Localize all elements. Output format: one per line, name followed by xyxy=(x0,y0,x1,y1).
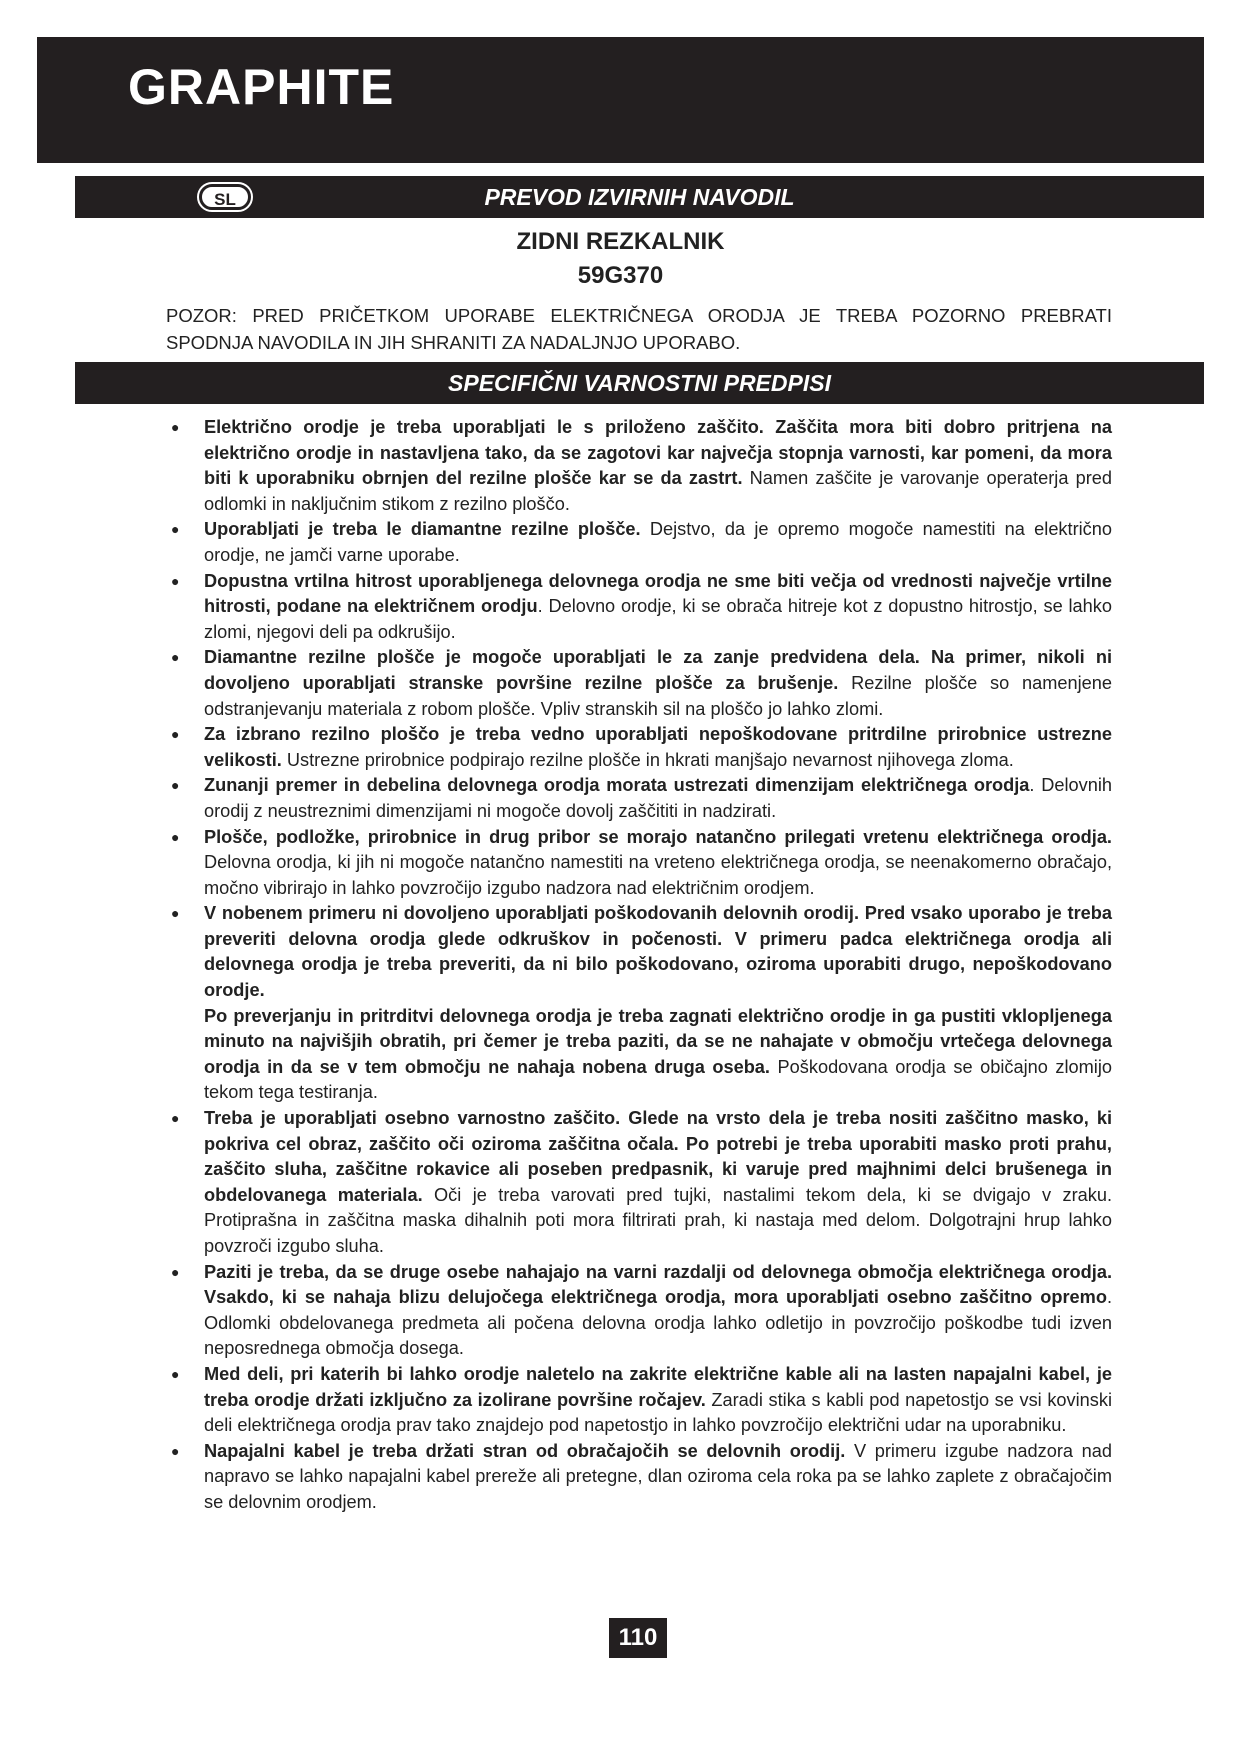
rule-plain-text: Dejstvo, da je opremo mogoče namestiti na električno orodje, ne jamči varne uporabe. xyxy=(204,519,1112,565)
section-title-translation: PREVOD IZVIRNIH NAVODIL xyxy=(484,184,795,210)
section-header-safety xyxy=(75,362,1204,404)
model-number: 59G370 xyxy=(577,262,664,289)
bullet-icon: ● xyxy=(171,828,180,845)
rule-bold-text: Plošče, podložke, prirobnice in drug pribor se morajo natančno prilegati vretenu električnega orodja. xyxy=(204,826,1112,847)
bullet-icon: ● xyxy=(171,1110,180,1127)
rule-extra-paragraph xyxy=(204,1004,1112,1106)
bullet-icon: ● xyxy=(171,905,180,922)
safety-rule xyxy=(166,415,1112,517)
safety-rule xyxy=(166,825,1112,902)
rule-plain-text: Poškodovana orodja se običajno zlomijo tekom tega testiranja. xyxy=(204,1056,1112,1103)
safety-rule xyxy=(166,517,1112,568)
bullet-icon: ● xyxy=(171,572,180,589)
safety-rule xyxy=(166,722,1112,773)
rule-bold-text: Dopustna vrtilna hitrost uporabljenega delovnega orodja ne sme biti večja od vrednosti največje vrtilne hitrosti, podane na električnem orodju xyxy=(204,570,1112,617)
bullet-icon: ● xyxy=(171,649,180,666)
graphite-logo: GRAPHITE xyxy=(128,59,395,115)
rule-plain-text: V primeru izgube nadzora nad napravo se lahko napajalni kabel prereže ali pretegne, dlan oziroma cela roka pa se lahko zaplete z obračajočim se delovnim orodjem. xyxy=(204,1440,1112,1512)
product-name: ZIDNI REZKALNIK xyxy=(516,228,725,255)
rule-bold-text: Med deli, pri katerih bi lahko orodje naletelo na zakrite električne kable ali na lasten napajalni kabel, je treba orodje držati izključno za izolirane površine ročajev. xyxy=(204,1363,1112,1410)
safety-rule xyxy=(166,1260,1112,1362)
warning-text: POZOR: PRED PRIČETKOM UPORABE ELEKTRIČNEGA ORODJA JE TREBA POZORNO PREBRATI SPODNJA NAVODILA IN JIH SHRANITI ZA NADALJNJO UPORABO. xyxy=(166,305,1112,353)
safety-rule xyxy=(166,773,1112,824)
bullet-icon: ● xyxy=(171,726,180,743)
rule-plain-text: . Odlomki obdelovanega predmeta ali počena delovna orodja lahko odletijo in povzročijo poškodbe tudi izven neposrednega območja dosega. xyxy=(204,1287,1112,1359)
safety-rule xyxy=(166,1439,1112,1516)
safety-rules-list xyxy=(166,415,1112,1516)
page-number: 110 xyxy=(609,1618,667,1658)
rule-bold-text-2: Po preverjanju in pritrditvi delovnega orodja je treba zagnati električno orodje in ga pustiti vklopljenega minuto na najvišjih obratih, pri čemer je treba paziti, da se ne nahajate v območju vrtečega delovnega orodja in da se v tem območju ne nahaja nobena druga oseba. xyxy=(204,1005,1112,1077)
rule-bold-text: Paziti je treba, da se druge osebe nahajajo na varni razdalji od delovnega območja električnega orodja. Vsakdo, ki se nahaja blizu delujočega električnega orodja, mora uporabljati osebno zaščitno opremo xyxy=(204,1261,1112,1308)
rule-bold-text: Uporabljati je treba le diamantne rezilne plošče. xyxy=(204,519,641,540)
safety-rule xyxy=(166,1106,1112,1260)
safety-rule xyxy=(166,901,1112,1106)
rule-bold-text: Napajalni kabel je treba držati stran od obračajočih se delovnih orodij. xyxy=(204,1440,846,1461)
bullet-icon: ● xyxy=(171,1365,180,1382)
rule-bold-text: Diamantne rezilne plošče je mogoče uporabljati le za zanje predvidena dela. Na primer, nikoli ni dovoljeno uporabljati stranske površine rezilne plošče za brušenje. xyxy=(204,647,1112,693)
bullet-icon: ● xyxy=(171,777,180,794)
bullet-icon: ● xyxy=(171,419,180,435)
bullet-icon: ● xyxy=(171,1263,180,1280)
rule-bold-text: V nobenem primeru ni dovoljeno uporabljati poškodovanih delovnih orodij. Pred vsako uporabo je treba preveriti delovna orodja glede odkruškov in počenosti. V primeru padca električnega orodja ali delovnega orodja je treba preveriti, da ni bilo poškodovano, oziroma uporabiti drugo, nepoškodovano orodje. xyxy=(204,903,1112,1001)
safety-rule xyxy=(166,1362,1112,1439)
bullet-icon: ● xyxy=(171,521,180,538)
bullet-icon: ● xyxy=(171,1442,180,1459)
rule-plain-text: . Delovno orodje, ki se obrača hitreje kot z dopustno hitrostjo, se lahko zlomi, njegovi deli pa odkrušijo. xyxy=(204,596,1112,642)
rule-plain-text: . Delovnih orodij z neustreznimi dimenzijami ni mogoče dovolj zaščititi in nadzirati. xyxy=(204,775,1112,821)
safety-rule xyxy=(166,569,1112,646)
rule-bold-text: Električno orodje je treba uporabljati le s priloženo zaščito. Zaščita mora biti dobro pritrjena na električno orodje in nastavljena tako, da se zagotovi kar največja stopnja varnosti, kar pomeni, da mora biti k uporabniku obrnjen del rezilne plošče kar se da zastrt. xyxy=(204,417,1112,489)
rule-plain-text: Ustrezne prirobnice podpirajo rezilne plošče in hkrati manjšajo nevarnost njihovega zloma. xyxy=(281,749,1014,770)
rule-plain-text: Rezilne plošče so namenjene odstranjevanju materiala z robom plošče. Vpliv stranskih sil na ploščo jo lahko zlomi. xyxy=(204,672,1112,719)
rule-plain-text: Oči je treba varovati pred tujki, nastalimi tekom dela, ki se dvigajo v zraku. Protiprašna in zaščitna maska dihalnih poti mora filtrirati prah, ki nastaja med delom. Dolgotrajni hrup lahko povzroči izgubo sluha. xyxy=(204,1184,1112,1256)
section-header-translation xyxy=(75,176,1204,218)
safety-rule xyxy=(166,645,1112,722)
rule-plain-text: Namen zaščite je varovanje operaterja pred odlomki in naključnim stikom z rezilno ploščo. xyxy=(204,468,1112,514)
rule-plain-text: Delovna orodja, ki jih ni mogoče natančno namestiti na vreteno električnega orodja, se neenakomerno obračajo, močno vibrirajo in lahko povzročijo izgubo nadzora nad električnim orodjem. xyxy=(204,852,1112,898)
rule-bold-text: Zunanji premer in debelina delovnega orodja morata ustrezati dimenzijam električnega orodja xyxy=(204,775,1030,796)
rule-plain-text: Zaradi stika s kabli pod napetostjo se vsi kovinski deli električnega orodja prav tako znajdejo pod napetostjo in lahko povzročijo električni udar na uporabniku. xyxy=(204,1389,1113,1436)
section-title-safety: SPECIFIČNI VARNOSTNI PREDPISI xyxy=(448,370,831,396)
language-badge: SL xyxy=(199,184,251,210)
rule-bold-text: Za izbrano rezilno ploščo je treba vedno uporabljati nepoškodovane pritrdilne prirobnice ustrezne velikosti. xyxy=(204,724,1112,770)
rule-bold-text: Treba je uporabljati osebno varnostno zaščito. Glede na vrsto dela je treba nositi zaščitno masko, ki pokriva cel obraz, zaščito oči oziroma zaščitna očala. Po potrebi je treba uporabiti masko proti prahu, zaščito sluha, zaščitne rokavice ali poseben predpasnik, ki varuje pred majhnimi delci brušenega in obdelovanega materiala. xyxy=(204,1108,1112,1205)
